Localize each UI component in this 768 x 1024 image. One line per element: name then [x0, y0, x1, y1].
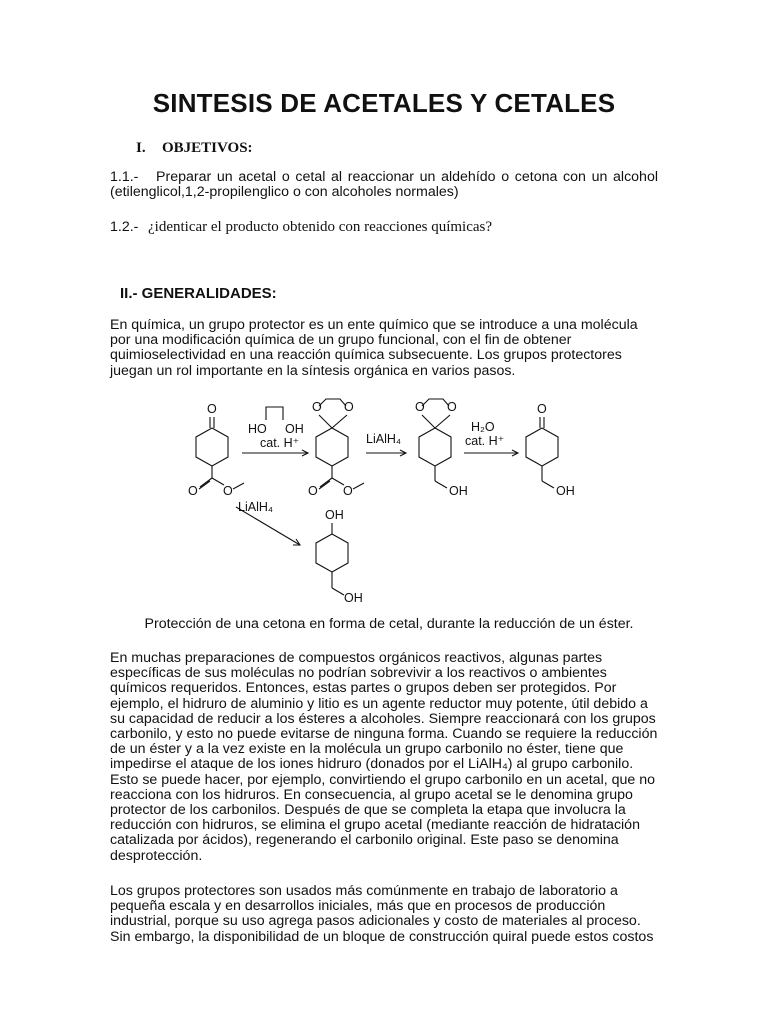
atom-label-o: O — [447, 400, 457, 414]
objectives-heading — [136, 140, 253, 157]
cyclohexane-ring — [419, 428, 451, 466]
atom-label-oh: OH — [556, 484, 575, 498]
ester-double-bond — [199, 481, 210, 489]
objective-1-number: 1.1.- — [110, 169, 139, 185]
atom-label-o: O — [344, 400, 354, 414]
scheme-caption: Protección de una cetona en forma de cetal, durante la reducción de un éster. — [144, 616, 634, 632]
reaction-step-direct — [236, 500, 300, 545]
atom-label-o: O — [188, 484, 198, 498]
ethylene-glycol — [242, 407, 308, 456]
ester-double-bond — [319, 481, 330, 489]
objective-item-1 — [110, 170, 658, 200]
molecule-ketal-alcohol — [415, 399, 468, 498]
objectives-roman-numeral: I. — [136, 140, 146, 156]
atom-label-o: O — [537, 402, 547, 416]
generalities-heading: II.- GENERALIDADES: — [120, 285, 277, 302]
paragraph-2-line: específicas de sus moléculas no podrían sobrevivir a los reactivos o ambientes — [110, 665, 607, 682]
cyclohexane-ring — [196, 428, 228, 466]
paragraph-2-line: ejemplo, el hidruro de aluminio y litio es un agente reductor muy potente, útil debido a — [110, 695, 648, 712]
hydroxymethyl-bond — [332, 588, 344, 595]
paragraph-3-line: Los grupos protectores son usados más comúnmente en trabajo de laboratorio a — [110, 883, 618, 899]
paragraph-1-line: quimioselectividad en una reacción química subsecuente. Los grupos protectores — [110, 347, 622, 364]
paragraph-2-line: impedirse el ataque de los iones hidruro (donados por el LiAlH₄) al grupo carbonilo. — [110, 756, 634, 773]
objective-item-2 — [110, 218, 492, 236]
atom-label-o: O — [223, 484, 233, 498]
glycol-hydroxyl-left: HO — [248, 422, 267, 436]
paragraph-3 — [110, 884, 670, 945]
objective-2-number: 1.2.- — [110, 219, 139, 235]
molecule-diol — [316, 508, 363, 605]
paragraph-2-line: carbonilo, y esto no puede evitarse de ninguna forma. Cuando se requiere la reducción — [110, 726, 658, 743]
cyclohexane-ring — [526, 428, 558, 466]
methyl-bond — [233, 483, 244, 489]
atom-label-o: O — [308, 484, 318, 498]
document-title: SINTESIS DE ACETALES Y CETALES — [152, 88, 616, 118]
paragraph-2-line: reducción con hidruros, se elimina el grupo acetal (mediante reacción de hidratación — [110, 817, 640, 834]
paragraph-2 — [110, 651, 670, 864]
reaction-step-2 — [366, 432, 406, 456]
paragraph-3-line: pequeña escala y en desarrollos iniciales, más que en procesos de producción — [110, 898, 606, 915]
paragraph-2-line: reacciona con los hidruros. En consecuencia, al grupo acetal se le denomina grupo — [110, 786, 633, 803]
reaction-scheme — [180, 395, 600, 605]
paragraph-3-line: industrial, porque su uso agrega pasos adicionales y costo de materiales al proceso. — [110, 913, 641, 930]
ketal-bond — [332, 415, 347, 428]
paragraph-2-line: de un éster y a la vez existe en la molécula un grupo carbonilo no éster, tiene que — [110, 741, 624, 758]
paragraph-3-line: Sin embargo, la disponibilidad de un bloque de construcción quiral puede estos costos — [110, 928, 654, 945]
paragraph-1 — [110, 318, 670, 379]
molecule-ketal-ester — [308, 399, 364, 498]
ketal-bond — [422, 415, 435, 428]
hydroxymethyl-bond — [435, 481, 447, 488]
objective-1-line2: (etilenglicol,1,2-propilenglico o con alcoholes normales) — [110, 184, 459, 201]
atom-label-o: O — [415, 400, 425, 414]
reagent-label-3: H₂O — [471, 420, 495, 434]
paragraph-1-line: En química, un grupo protector es un ente químico que se introduce a una molécula — [110, 317, 638, 333]
molecule-ketone-alcohol — [526, 402, 575, 498]
ketal-bond — [319, 415, 332, 428]
cyclohexane-ring — [316, 534, 348, 572]
atom-label-o: O — [207, 402, 217, 416]
glycol-hydroxyl-right: OH — [285, 422, 304, 436]
reagent-label-2: LiAlH₄ — [366, 432, 401, 446]
ketal-bond — [435, 415, 450, 428]
atom-label-oh: OH — [344, 591, 363, 605]
atom-label-o: O — [343, 484, 353, 498]
paragraph-2-line: químicos requeridos. Entonces, estas partes o grupos deben ser protegidos. Por — [110, 680, 617, 697]
atom-label-oh: OH — [325, 508, 344, 522]
cyclohexane-ring — [316, 428, 348, 466]
reagent-label-4: LiAlH₄ — [238, 500, 273, 514]
paragraph-1-line: juegan un rol importante en la síntesis orgánica en varios pasos. — [110, 362, 516, 379]
ester-bond — [200, 478, 212, 487]
atom-label-oh: OH — [449, 484, 468, 498]
molecule-ketoester — [188, 402, 244, 498]
paragraph-1-line: por una modificación química de un grupo funcional, con el fin de obtener — [110, 332, 572, 349]
atom-label-o: O — [312, 400, 322, 414]
catalyst-label-3: cat. H⁺ — [465, 434, 505, 448]
methyl-bond — [353, 483, 364, 489]
dioxolane-ring — [319, 399, 346, 406]
paragraph-2-line: Esto se puede hacer, por ejemplo, convirtiendo el grupo carbonilo en un acetal, que no — [110, 771, 656, 788]
dioxolane-ring — [422, 399, 449, 406]
paragraph-2-line: su capacidad de reducir a los ésteres a alcoholes. Siempre reaccionará con los grupos — [110, 710, 656, 727]
objective-2-text: ¿identicar el producto obtenido con reacciones químicas? — [148, 219, 493, 235]
hydroxymethyl-bond — [542, 481, 554, 488]
ester-bond — [320, 478, 332, 487]
glycol-chain — [266, 407, 283, 420]
paragraph-2-line: catalizada por ácidos), regenerando el carbonilo original. Este paso se denomina — [110, 832, 619, 849]
paragraph-2-line: En muchas preparaciones de compuestos orgánicos reactivos, algunas partes — [110, 650, 603, 666]
objectives-heading-text: OBJETIVOS: — [162, 140, 253, 156]
paragraph-2-line: desprotección. — [110, 847, 203, 864]
reaction-step-3 — [464, 420, 518, 456]
catalyst-label-1: cat. H⁺ — [260, 436, 300, 450]
objective-1-line1: Preparar un acetal o cetal al reaccionar un aldehído o cetona con un alcohol — [156, 169, 658, 185]
paragraph-2-line: protector de los carbonilos. Después de que se completa la etapa que involucra la — [110, 802, 626, 819]
